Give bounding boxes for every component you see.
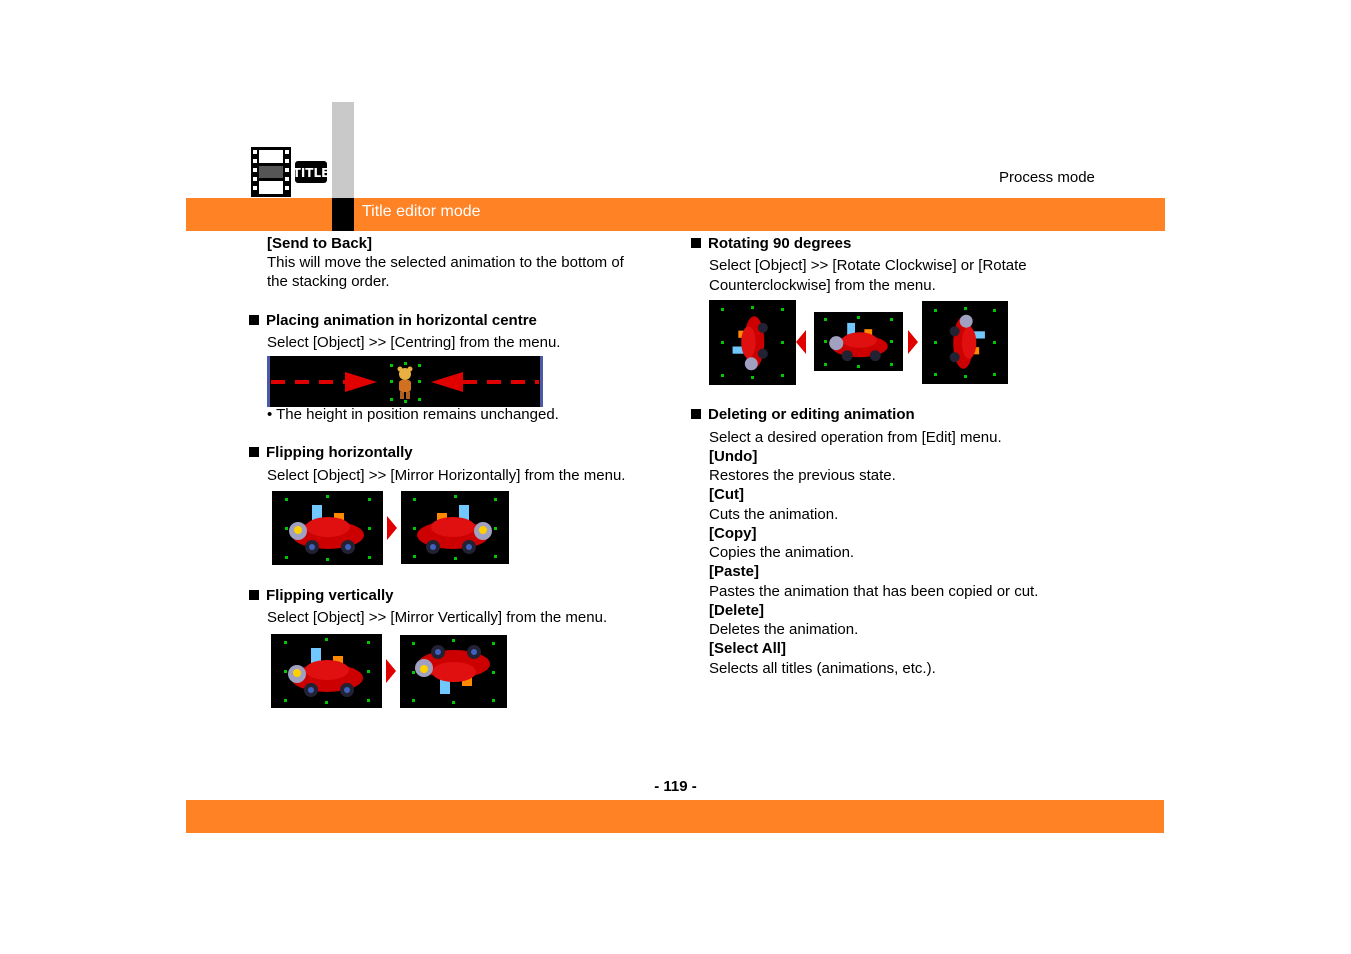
bullet-square-icon — [249, 590, 259, 600]
car-image-original-2 — [271, 634, 382, 708]
flip-v-heading: Flipping vertically — [266, 587, 394, 604]
flip-h-heading: Flipping horizontally — [266, 444, 413, 461]
cut-desc: Cuts the animation. — [709, 506, 839, 523]
header-black-tab — [332, 198, 354, 231]
car-image-original — [272, 491, 383, 565]
car-image-mirrored-vertical — [400, 635, 507, 708]
rotate-line1: Select [Object] >> [Rotate Clockwise] or [Rotate — [709, 257, 1027, 274]
paste-desc: Pastes the animation that has been copied or cut. — [709, 583, 1039, 600]
page-number: - 119 - — [654, 778, 697, 795]
rotate-heading-row — [691, 234, 851, 253]
arrow-left-icon — [796, 330, 806, 354]
flip-h-heading-row — [249, 443, 413, 462]
copy-term: [Copy] — [709, 525, 757, 542]
car-image-original-3 — [814, 312, 903, 371]
select-all-term: [Select All] — [709, 640, 786, 657]
edit-intro: Select a desired operation from [Edit] menu. — [709, 429, 1002, 446]
bullet-square-icon — [249, 315, 259, 325]
car-image-rotated-ccw — [709, 300, 796, 385]
arrow-right-icon — [386, 659, 396, 683]
send-back-line1: This will move the selected animation to the bottom of — [267, 254, 624, 271]
car-image-rotated-cw — [922, 301, 1008, 384]
undo-term: [Undo] — [709, 448, 758, 465]
send-back-line2: the stacking order. — [267, 273, 390, 290]
copy-desc: Copies the animation. — [709, 544, 855, 561]
edit-heading-row — [691, 405, 915, 424]
car-image-mirrored-horizontal — [401, 491, 509, 564]
rotate-heading: Rotating 90 degrees — [708, 235, 852, 252]
centre-instruction: Select [Object] >> [Centring] from the menu. — [267, 334, 561, 351]
bullet-square-icon — [691, 238, 701, 248]
centre-heading-row — [249, 311, 537, 330]
flip-v-instruction: Select [Object] >> [Mirror Vertically] from the menu. — [267, 609, 608, 626]
section-label: Process mode — [999, 169, 1095, 186]
cut-term: [Cut] — [709, 486, 744, 503]
flip-h-instruction: Select [Object] >> [Mirror Horizontally] from the menu. — [267, 467, 626, 484]
centering-illustration — [267, 356, 543, 407]
header-gray-tab — [332, 102, 354, 198]
send-back-heading: [Send to Back] — [267, 235, 373, 252]
arrow-right-icon — [387, 516, 397, 540]
film-title-icon — [251, 147, 327, 197]
paste-term: [Paste] — [709, 563, 760, 580]
mode-title: Title editor mode — [362, 203, 481, 220]
bullet-square-icon — [691, 409, 701, 419]
delete-term: [Delete] — [709, 602, 765, 619]
rotate-line2: Counterclockwise] from the menu. — [709, 277, 936, 294]
arrow-right-icon — [908, 330, 918, 354]
select-all-desc: Selects all titles (animations, etc.). — [709, 660, 936, 677]
footer-bar — [186, 800, 1164, 833]
centre-note: • The height in position remains unchanged. — [267, 406, 559, 423]
svg-text:TITLE: TITLE — [292, 166, 327, 180]
bullet-square-icon — [249, 447, 259, 457]
edit-heading: Deleting or editing animation — [708, 406, 915, 423]
delete-desc: Deletes the animation. — [709, 621, 859, 638]
centre-heading: Placing animation in horizontal centre — [266, 312, 537, 329]
flip-v-heading-row — [249, 586, 394, 605]
undo-desc: Restores the previous state. — [709, 467, 896, 484]
